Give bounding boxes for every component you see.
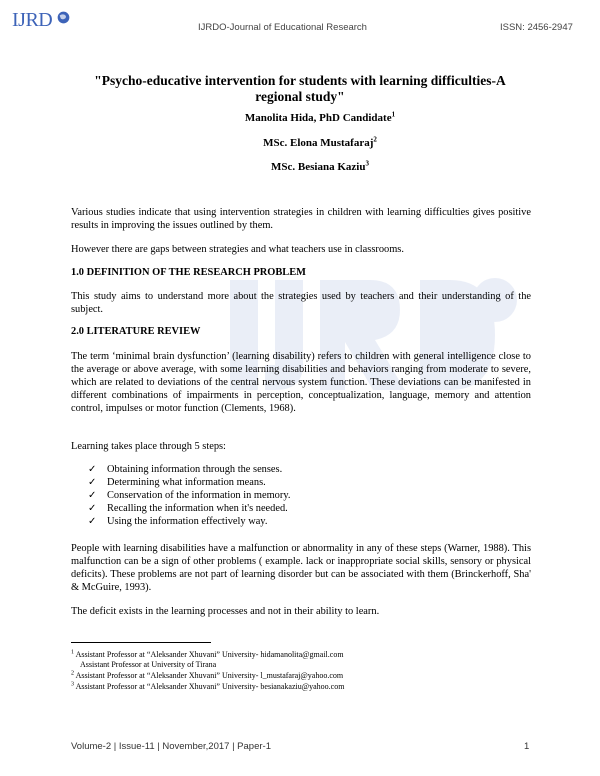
list-item-text: Determining what information means. bbox=[107, 477, 266, 488]
literature-review-paragraph: The term ‘minimal brain dysfunction’ (learning disability) refers to children with general intelligence close to the average or above average, with some learning disabilities and behaviors ranging from moderate to severe, which are related to deviations of the central nervous system function. These deviations can be manifested in different combinations of impairments in perception, conceptualization, language, memory and attention control, impulses or motor function (Clements, 1968). bbox=[71, 351, 531, 414]
gaps-paragraph: However there are gaps between strategies and what teachers use in classrooms. bbox=[71, 244, 404, 255]
footnote-number: 3 bbox=[71, 681, 74, 688]
malfunction-paragraph: People with learning disabilities have a malfunction or abnormality in any of these steps (Warner, 1988). This malfunction can be a sign of other problems ( example. lack or inappropriate social skills, sensory or physical deficits). These problems are not part of learning disorder but can be associated with them (Brinckerhoff, Sha' & McGuire, 1993). bbox=[71, 543, 531, 593]
steps-list bbox=[88, 463, 290, 528]
list-item-text: Conservation of the information in memory. bbox=[107, 490, 291, 501]
footnote-1 bbox=[71, 650, 344, 660]
section-heading-2: 2.0 LITERATURE REVIEW bbox=[71, 326, 201, 337]
author-name: MSc. Besiana Kaziu bbox=[271, 161, 366, 173]
author-name: MSc. Elona Mustafaraj bbox=[263, 137, 374, 149]
footnote-2 bbox=[71, 671, 343, 681]
list-item bbox=[88, 515, 290, 528]
check-icon: ✓ bbox=[88, 464, 97, 475]
check-icon: ✓ bbox=[88, 503, 97, 514]
author-name: Manolita Hida, PhD Candidate bbox=[244, 112, 392, 124]
list-item bbox=[88, 463, 290, 476]
research-problem-paragraph: This study aims to understand more about the strategies used by teachers and their understanding of the subject. bbox=[71, 291, 531, 315]
check-icon: ✓ bbox=[88, 490, 97, 501]
author-3 bbox=[20, 161, 600, 173]
check-icon: ✓ bbox=[88, 477, 97, 488]
logo-text: IJRD bbox=[12, 9, 53, 31]
list-item bbox=[88, 476, 290, 489]
list-item-text: Obtaining information through the senses. bbox=[107, 464, 283, 475]
paper-title: "Psycho-educative intervention for students with learning difficulties-A regional study" bbox=[94, 73, 506, 104]
author-1 bbox=[20, 112, 600, 124]
journal-logo bbox=[12, 9, 52, 32]
footnote-number: 1 bbox=[71, 649, 74, 656]
author-footnote-ref: 1 bbox=[391, 110, 396, 119]
list-item-text: Using the information effectively way. bbox=[107, 516, 268, 527]
header-issn: ISSN: 2456-2947 bbox=[500, 22, 573, 33]
footnote-text: Assistant Professor at “Aleksander Xhuvani” University- l_mustafaraj@yahoo.com bbox=[75, 671, 344, 680]
list-item-text: Recalling the information when it's needed. bbox=[107, 503, 288, 514]
footnote-3 bbox=[71, 682, 344, 692]
list-item bbox=[88, 502, 290, 515]
footnote-text: Assistant Professor at “Aleksander Xhuvani” University- besianakaziu@yahoo.com bbox=[75, 682, 345, 691]
author-footnote-ref: 2 bbox=[373, 135, 377, 144]
steps-intro: Learning takes place through 5 steps: bbox=[71, 441, 226, 452]
author-footnote-ref: 3 bbox=[365, 159, 369, 168]
check-icon: ✓ bbox=[88, 516, 97, 527]
deficit-paragraph: The deficit exists in the learning processes and not in their ability to learn. bbox=[71, 606, 380, 617]
footnote-divider bbox=[71, 642, 211, 643]
footnote-number: 2 bbox=[71, 670, 74, 677]
footnote-1-continued bbox=[71, 660, 216, 670]
author-2 bbox=[20, 137, 600, 149]
list-item bbox=[88, 489, 290, 502]
intro-paragraph: Various studies indicate that using intervention strategies in children with learning difficulties gives positive results in improving the issues outlined by them. bbox=[71, 207, 531, 231]
header-journal-name: IJRDO-Journal of Educational Research bbox=[198, 22, 367, 33]
footer-issue-info: Volume-2 | Issue-11 | November,2017 | Paper-1 bbox=[71, 741, 271, 752]
page-number: 1 bbox=[524, 741, 530, 752]
section-heading-1: 1.0 DEFINITION OF THE RESEARCH PROBLEM bbox=[71, 267, 306, 278]
footnote-text: Assistant Professor at “Aleksander Xhuvani” University- hidamanolita@gmail.com bbox=[75, 650, 344, 659]
footnote-text: Assistant Professor at University of Tirana bbox=[80, 660, 217, 669]
globe-logo-icon bbox=[57, 11, 70, 24]
